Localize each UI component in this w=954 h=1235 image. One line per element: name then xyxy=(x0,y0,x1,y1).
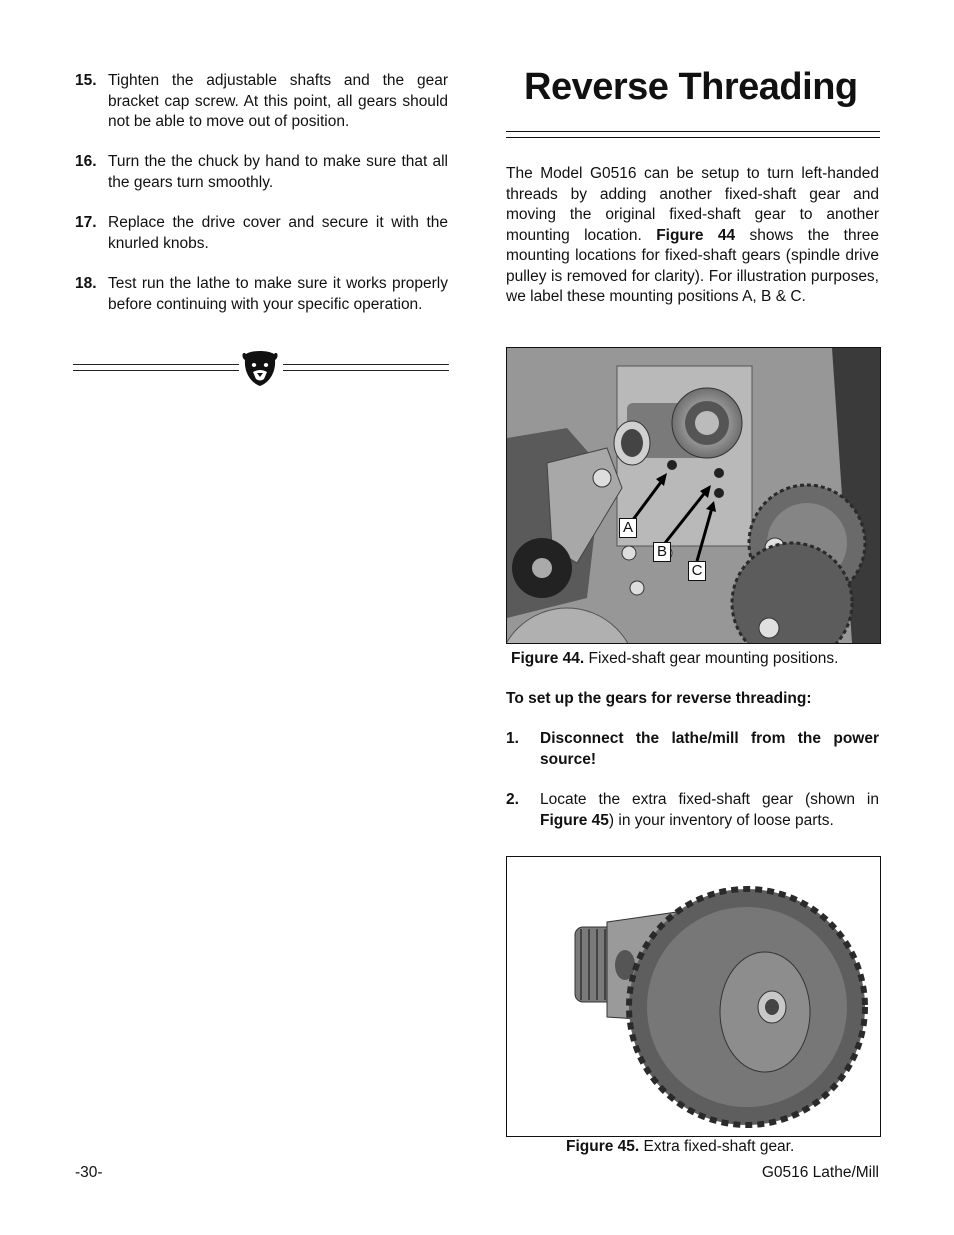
page-number: -30- xyxy=(75,1164,103,1181)
step-text: Test run the lathe to make sure it works properly before continuing with your specific operation. xyxy=(108,275,448,313)
section-title: Reverse Threading xyxy=(524,66,858,108)
step2-figure-ref: Figure 45 xyxy=(540,811,609,829)
intro-text-1: The Model G0516 can be setup to turn left-handed threads by adding another fixed-shaft gear and moving the original fixed-shaft gear to another mounting location. xyxy=(506,165,879,244)
step-16 xyxy=(75,152,448,193)
step-text: Disconnect the lathe/mill from the power source! xyxy=(540,730,879,768)
step-17 xyxy=(75,213,448,254)
procedure-heading: To set up the gears for reverse threading: xyxy=(506,690,812,707)
step-number: 17. xyxy=(75,214,97,231)
procedure-step-1 xyxy=(506,729,879,770)
caption-label: Figure 44. xyxy=(511,650,585,667)
step-text xyxy=(540,790,879,831)
step-number: 16. xyxy=(75,153,97,170)
label-b: B xyxy=(653,542,671,562)
step2-text-1: Locate the extra fixed-shaft gear (shown in xyxy=(540,791,879,808)
figure-45-photo xyxy=(506,856,881,1137)
label-a: A xyxy=(619,518,637,538)
procedure-step-2 xyxy=(506,790,879,831)
bear-logo-icon xyxy=(240,348,280,388)
step-text: Turn the the chuck by hand to make sure that all the gears turn smoothly. xyxy=(108,153,448,191)
manual-name: G0516 Lathe/Mill xyxy=(761,1164,879,1181)
figure-44-caption xyxy=(511,650,838,668)
section-divider-right xyxy=(283,364,449,371)
title-underline-bottom xyxy=(506,137,880,138)
caption-text: Fixed-shaft gear mounting positions. xyxy=(584,650,839,667)
step-text: Tighten the adjustable shafts and the gear bracket cap screw. At this point, all gears should not be able to move out of position. xyxy=(108,72,448,130)
figure-45-caption xyxy=(566,1138,794,1156)
caption-label: Figure 45. xyxy=(566,1138,640,1155)
gear-mount-photo xyxy=(507,348,880,643)
intro-figure-ref: Figure 44 xyxy=(656,226,736,244)
step-15 xyxy=(75,71,448,133)
intro-text-2: shows the three mounting locations for fixed-shaft gears (spindle drive pulley is removed for clarity). For illustration purposes, we label these mounting positions A, B & C. xyxy=(506,226,879,305)
section-divider-left xyxy=(73,364,239,371)
step-number: 1. xyxy=(506,730,519,747)
step2-text-2: ) in your inventory of loose parts. xyxy=(608,811,834,829)
intro-paragraph xyxy=(506,164,879,308)
step-number: 15. xyxy=(75,72,97,89)
fixed-shaft-gear-photo xyxy=(507,857,880,1136)
figure-44-photo xyxy=(506,347,881,644)
step-text: Replace the drive cover and secure it with the knurled knobs. xyxy=(108,214,448,252)
label-c: C xyxy=(688,561,706,581)
step-number: 18. xyxy=(75,275,97,292)
title-underline-top xyxy=(506,131,880,132)
step-18 xyxy=(75,274,448,315)
caption-text: Extra fixed-shaft gear. xyxy=(639,1138,795,1155)
step-number: 2. xyxy=(506,791,519,808)
